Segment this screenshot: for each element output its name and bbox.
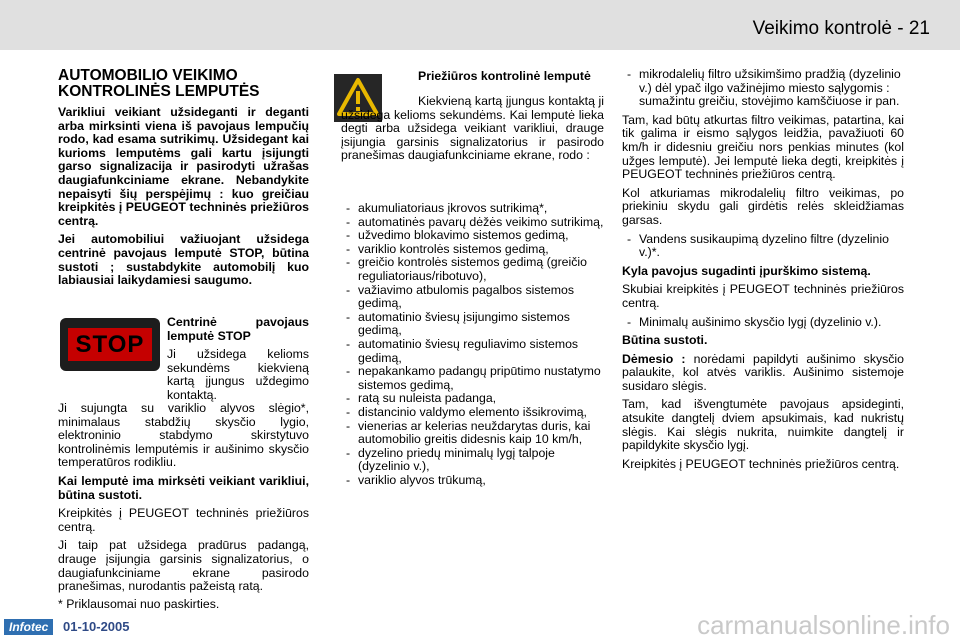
list-item: - automatinio šviesų reguliavimo sistemos gedimą, [341,338,604,365]
injection-danger: Kyla pavojus sugadinti įpurškimo sistemą. [622,263,871,278]
list-item: - Vandens susikaupimą dyzelino filtre (dyzelinio v.)*. [622,233,904,260]
section-title-line-1: AUTOMOBILIO VEIKIMO [58,67,238,84]
list-item: - automatinės pavarų dėžės veikimo sutrikimą, [341,216,604,230]
list-item: - vienerias ar kelerias neuždarytas duris, kai automobilio greitis didesnis kaip 10 km/h, [341,420,604,447]
puncture-warning-text: Ji taip pat užsidega pradūrus padangą, drauge įsijungia garsinis signalizatorius, o daugiafunkciniame ekrane pasirodo pranešimas, nurodantis pažeistą ratą. [58,538,309,594]
section-title-line-2: KONTROLINĖS LEMPUTĖS [58,83,260,100]
list-item: - mikrodalelių filtro užsikimšimo pradžią (dyzelinio v.) dėl ypač ilgo važinėjimo miesto sąlygomis : sumažintu greičiu, stovėjimo kamščiuose ir pan. [622,68,904,109]
list-item: - akumuliatoriaus įkrovos sutrikimą*, [341,202,604,216]
list-item: - užvedimo blokavimo sistemos gedimą, [341,229,604,243]
list-item: - variklio kontrolės sistemos gedimą, [341,243,604,257]
list-item: - automatinio šviesų įsijungimo sistemos gedimą, [341,311,604,338]
must-stop: Būtina sustoti. [622,333,708,348]
water-list [622,233,904,260]
service-lamp-list [341,202,604,487]
column-1 [58,68,309,293]
intro-warning: Varikliui veikiant užsideganti ir deganti arba mirksinti viena iš pavojaus lempučių rodo, kad esama sutrikimų. Užsidegant kai kurioms lemputėms gali kartu įsijungti garso signalizacija ir pasirodyti užrašas daugiafunkciniame ekrane. Nebandykite nepaisyti šių perspėjimų : kuo greičiau kreipkitės į PEUGEOT techninės priežiūros centrą. [58,105,309,228]
urgent-contact-text: Skubiai kreipkitės į PEUGEOT techninės priežiūros centrą. [622,282,904,310]
section-title [58,68,309,100]
blinking-warning: Kai lemputė ima mirksėti veikiant varikliui, būtina sustoti. [58,473,309,502]
attention-text: norėdami papildyti aušinimo skysčio palaukite, kol atvės variklis. Aušinimo sistemoje susidaro slėgis. [622,351,904,393]
filter-list [622,68,904,109]
stop-lamp-heading: Centrinė pavojaus lemputė STOP [167,315,309,343]
page-header: Veikimo kontrolė - 21 [752,18,930,39]
footnote: * Priklausomai nuo paskirties. [58,597,220,611]
filter-restore-text: Tam, kad būtų atkurtas filtro veikimas, patartina, kai tik galima ir eismo sąlygos leidžia, pavažiuoti 60 km/h ir didesniu greičiu nors penkias minutes (kol užges lemputė). Jei lemputė lieka degti, kreipkitės į PEUGEOT techninės priežiūros centrą. [622,112,904,182]
list-item: - dyzelino priedų minimalų lygį talpoje (dyzelinio v.), [341,447,604,474]
stop-lamp-description [167,316,309,408]
list-item: - važiavimo atbulomis pagalbos sistemos gedimą, [341,284,604,311]
list-item: - variklio alyvos trūkumą, [341,474,604,488]
stop-warning-lamp [60,318,160,371]
list-item: - Minimalų aušinimo skysčio lygį (dyzelinio v.). [622,316,904,330]
watermark: carmanualsonline.info [697,610,950,640]
contact-service-text: Kreipkitės į PEUGEOT techninės priežiūros centrą. [58,506,309,534]
service-lamp-intro [341,95,604,168]
service-lamp-list-container [341,202,604,492]
column-3 [622,68,904,476]
linked-lamps-text: Ji sujungta su variklio alyvos slėgio*, minimalaus stabdžių skysčio lygio, elektroninio stabdymo skirstytuvo kontrolinėmis lemputėmis ir aušinimo skysčio temperatūros rodikliu. [58,401,309,470]
stop-icon: STOP [68,328,152,361]
infotec-logo: Infotec [4,619,53,635]
list-item: - distancinio valdymo elemento išsikrovimą, [341,406,604,420]
coolant-list [622,316,904,330]
column-1-lower [58,402,309,599]
print-date: 01-10-2005 [63,619,130,634]
stop-lamp-text: Ji užsidega kelioms sekundėms kiekvieną kartą įjungus uždegimo kontaktą. [167,347,309,402]
service-lamp-intro-text: Kiekvieną kartą įjungus kontaktą ji užsidega kelioms sekundėms. Kai lemputė lieka degti arba užsidega veikiant varikliui, drauge įsijungia garsinis signalizatorius ir pasirodo pranešimas daugiafunkciniame ekrane, rodo : [341,94,604,163]
burn-warning-text: Tam, kad išvengtumėte pavojaus apsideginti, atsukite dangtelį dviem apsukimais, kad nukristų slėgis. Kai slėgis nukrita, nuimkite dangtelį ir papildykite skysčio lygį. [622,397,904,453]
moving-warning: Jei automobiliui važiuojant užsidega centrinė pavojaus lemputė STOP, būtina sustoti ; sustabdykite automobilį kuo labiausiai laikydamiesi saugumo. [58,232,309,288]
list-item: - greičio kontrolės sistemos gedimą (greičio reguliatoriaus/ribotuvo), [341,256,604,283]
attention-paragraph [622,353,904,394]
list-item: - ratą su nuleista padanga, [341,392,604,406]
final-contact-text: Kreipkitės į PEUGEOT techninės priežiūros centrą. [622,456,900,471]
service-lamp-heading: Priežiūros kontrolinė lemputė [418,69,591,83]
relay-sound-text: Kol atkuriamas mikrodalelių filtro veikimas, po priekiniu skydu gali girdėtis relės skleidžiamas garsas. [622,185,904,227]
attention-label: Dėmesio : [622,351,686,366]
service-lamp-head [418,70,604,89]
list-item: - nepakankamo padangų pripūtimo nustatymo sistemos gedimą, [341,365,604,392]
